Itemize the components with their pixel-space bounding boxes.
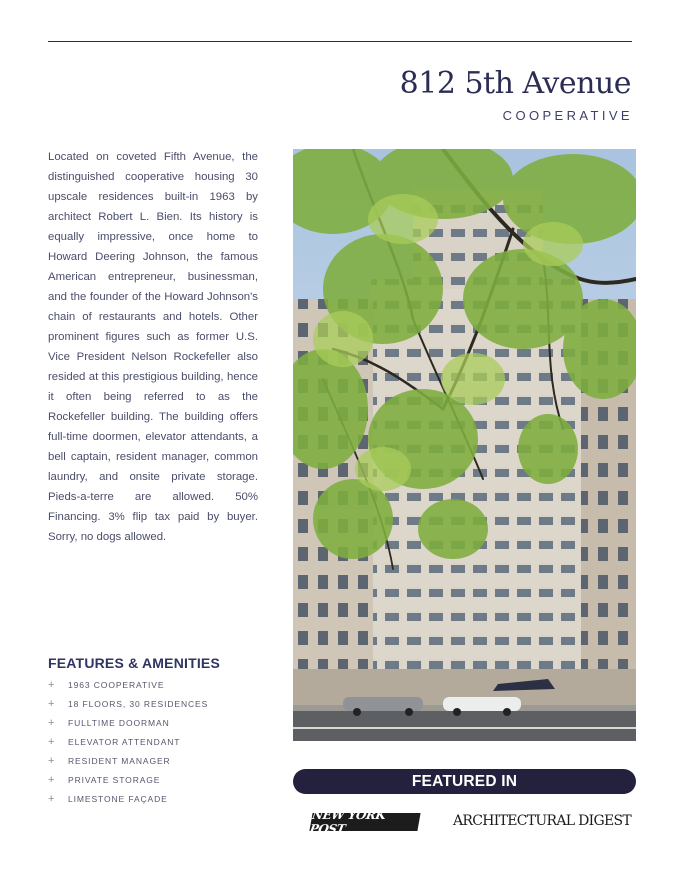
feature-label: LIMESTONE FAÇADE [68, 793, 168, 804]
feature-label: FULLTIME DOORMAN [68, 717, 170, 728]
plus-icon: + [48, 773, 56, 786]
feature-label: RESIDENT MANAGER [68, 755, 171, 766]
architectural-digest-logo: ARCHITECTURAL DIGEST [453, 813, 631, 829]
feature-item [48, 732, 208, 751]
features-list [48, 675, 208, 808]
page-subtitle: COOPERATIVE [502, 108, 633, 123]
page-title: 812 5th Avenue [399, 66, 631, 101]
feature-label: 18 FLOORS, 30 RESIDENCES [68, 698, 209, 709]
feature-label: 1963 COOPERATIVE [68, 679, 165, 690]
plus-icon: + [48, 716, 56, 729]
feature-label: PRIVATE STORAGE [68, 774, 161, 785]
feature-item [48, 770, 208, 789]
feature-item [48, 694, 208, 713]
top-divider [48, 41, 632, 42]
features-heading: FEATURES & AMENITIES [48, 655, 221, 671]
feature-item [48, 789, 208, 808]
plus-icon: + [48, 697, 56, 710]
feature-item [48, 713, 208, 732]
feature-item [48, 751, 208, 770]
new-york-post-logo: NEW YORK POST [309, 813, 420, 831]
featured-in-banner: FEATURED IN [293, 769, 636, 794]
feature-label: ELEVATOR ATTENDANT [68, 736, 181, 747]
plus-icon: + [48, 735, 56, 748]
plus-icon: + [48, 792, 56, 805]
feature-item [48, 675, 208, 694]
building-description: Located on coveted Fifth Avenue, the distinguished cooperative housing 30 upscale residences built-in 1963 by architect Robert L. Bien. Its history is equally impressive, once home to Howard Deering Johnson, the famous American entrepreneur, businessman, and the founder of the Howard Johnson's chain of restaurants and hotels. Other prominent figures such as former U.S. Vice President Nelson Rockefeller also resided at this prestigious building, hence it often being referred to as the Rockefeller building. The building offers full-time doormen, elevator attendants, a bell captain, resident manager, common laundry, and onsite private storage. Pieds-a-terre are allowed. 50% Financing. 3% flip tax paid by buyer. Sorry, no dogs allowed. [48, 151, 258, 543]
plus-icon: + [48, 754, 56, 767]
plus-icon: + [48, 678, 56, 691]
building-photo [293, 149, 636, 741]
